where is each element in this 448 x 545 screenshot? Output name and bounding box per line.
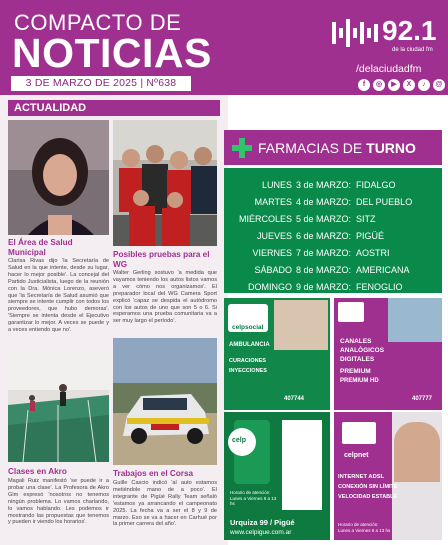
pharmacy-row <box>224 279 442 296</box>
pharmacy-row <box>224 194 442 211</box>
pharmacy-row <box>224 245 442 262</box>
news-photo-akro <box>8 350 109 462</box>
radio-tagline: de la ciudad fm <box>392 47 433 53</box>
portrait-photo <box>8 120 109 235</box>
youtube-icon[interactable]: ▶ <box>388 79 400 91</box>
pharmacy-date: 3 de MARZO: <box>296 180 352 190</box>
pharmacy-title-bold: TURNO <box>366 140 416 156</box>
threads-icon[interactable]: @ <box>433 79 445 91</box>
news-photo-wg <box>113 120 217 246</box>
rally-car-photo <box>113 338 217 465</box>
pharmacy-row <box>224 228 442 245</box>
pharmacy-row <box>224 211 442 228</box>
masthead <box>0 0 448 95</box>
news-photo-corsa <box>113 338 217 465</box>
pharmacy-row <box>224 177 442 194</box>
pharmacy-day: VIERNES <box>252 248 292 258</box>
news-photo-salud <box>8 120 109 235</box>
pharmacy-name: AOSTRI <box>356 248 390 258</box>
canales-line5: PREMIUM HD <box>340 378 379 384</box>
news-body: Clarisa Rivas dijo 'la Secretaría de Salud en la que intente, desde su lugar, hacer lo mejor posible'. La concejal del Partido Justicialista, luego de la reunión con la Dra. Mónica Lorenzo, aseveró que 'la Secretaría de Salud asumió que siempre se intente cumplir con todos los proveedores, que hubo demoras'. 'Siempre se intenta desde el Ejecutivo garantizar lo mejor. A veces se puede y a veces entiendo que no'. <box>8 258 109 334</box>
news-title[interactable]: Clases en Akro <box>8 467 67 476</box>
pharmacy-day: JUEVES <box>256 231 292 241</box>
pharmacy-name: FIDALGO <box>356 180 396 190</box>
pharmacy-schedule <box>224 168 442 293</box>
facebook-icon[interactable]: f <box>358 79 370 91</box>
ad-canales[interactable] <box>334 298 442 410</box>
pharmacy-day: SÁBADO <box>254 265 292 275</box>
pharmacy-title-light: FARMACIAS DE <box>258 140 363 156</box>
news-title[interactable]: Posibles pruebas para el WG <box>113 250 210 269</box>
ad-celpnet[interactable] <box>334 412 442 540</box>
pharmacy-date: 7 de MARZO: <box>296 248 352 258</box>
celpnet-logo <box>342 422 376 444</box>
ad-celpsocial[interactable] <box>224 298 330 410</box>
pharmacy-date: 4 de MARZO: <box>296 197 352 207</box>
medical-cross-icon <box>232 138 252 158</box>
social-icons <box>358 79 445 91</box>
canales-line1: CANALES <box>340 338 372 345</box>
celp-brand: celp <box>232 437 247 444</box>
radio-waves-icon <box>330 18 380 48</box>
pharmacy-name: FENOGLIO <box>356 282 403 292</box>
pharmacy-name: AMERICANA <box>356 265 410 275</box>
nurse-photo <box>274 300 328 350</box>
ad-celp[interactable] <box>224 412 330 540</box>
celp-web[interactable]: www.celpigue.com.ar <box>230 529 292 536</box>
celpsocial-phone: 407744 <box>284 396 305 402</box>
masthead-supertitle: COMPACTO DE <box>14 10 182 35</box>
celpnet-hours: Horario de atención: Lunes a Viernes 8 a 13 hs <box>338 522 391 533</box>
pharmacy-day: MARTES <box>254 197 292 207</box>
x-icon[interactable]: X <box>403 79 415 91</box>
celpnet-line3: VELOCIDAD ESTABLE <box>338 494 398 500</box>
news-title[interactable]: Trabajos en el Corsa <box>113 469 194 478</box>
masthead-title: NOTICIAS <box>12 30 212 76</box>
canales-line2: ANALÓGICOS <box>340 347 385 354</box>
section-label: ACTUALIDAD <box>8 100 220 116</box>
pharmacy-date: 5 de MARZO: <box>296 214 352 224</box>
celpnet-line1: INTERNET ADSL <box>338 474 385 480</box>
news-body: Magali Ruiz manifestó 'se puede ir a probar una clase'. La Profesora de Akro Gim expresó 'nosotros no tenemos ningún problema. Lo vamos charlando, lo vamos hablando. Les podemos ir mostrando las propuestas que tenemos y pueden ir viendo los horarios'. <box>8 478 109 526</box>
cable-logo <box>338 302 364 322</box>
pharmacy-header <box>224 130 442 165</box>
pharmacy-date: 6 de MARZO: <box>296 231 352 241</box>
pharmacy-date: 9 de MARZO: <box>296 282 352 292</box>
social-handle[interactable]: /delaciudadfm <box>356 63 422 75</box>
radio-frequency: 92.1 <box>382 15 437 46</box>
celpsocial-brand: celpsocial <box>232 324 264 331</box>
group-photo <box>113 120 217 246</box>
news-body: Walter Gerling sostuvo 'a medida que vayamos teniendo los autos listos vamos a ver cómo nos organizamos'. El preparador local del WG Camera Sport explicó 'capaz se despida el autódromo con los autos de uno que son 5 o 6. Si esperamos una prueba comunitaria va a ser muy largo el período'. <box>113 270 217 325</box>
canales-phone: 407777 <box>412 396 433 402</box>
canales-line3: DIGITALES <box>340 356 375 363</box>
issue-date: 3 DE MARZO DE 2025 | Nº638 <box>11 76 191 91</box>
pharmacy-date: 8 de MARZO: <box>296 265 352 275</box>
celpnet-line2: CONEXIÓN SIN LÍMITE <box>338 484 398 490</box>
celpsocial-line1: AMBULANCIA <box>229 342 270 348</box>
pharmacy-day: LUNES <box>261 180 292 190</box>
pharmacy-day: MIÉRCOLES <box>238 214 292 224</box>
antenna-photo <box>388 298 442 342</box>
pharmacy-name: DEL PUEBLO <box>356 197 413 207</box>
gym-photo <box>8 350 109 462</box>
celp-hours: Horario de atención: Lunes a Viernes 8 a 13 hs <box>230 490 277 506</box>
pharmacy-name: SITZ <box>356 214 376 224</box>
news-title[interactable]: El Área de Salud Municipal <box>8 238 73 257</box>
celpsocial-line3: INYECCIONES <box>229 368 267 374</box>
tiktok-icon[interactable]: ♪ <box>418 79 430 91</box>
canales-line4: PREMIUM <box>340 368 371 375</box>
pharmacy-name: PIGÜÉ <box>356 231 385 241</box>
radio-logo <box>330 10 442 56</box>
instagram-icon[interactable]: ◎ <box>373 79 385 91</box>
celpnet-brand: celpnet <box>344 452 369 459</box>
woman-phone-photo <box>394 422 440 482</box>
celpsocial-line2: CURACIONES <box>229 358 266 364</box>
celp-address: Urquiza 99 / Pigüé <box>230 518 295 527</box>
pharmacy-day: DOMINGO <box>248 282 292 292</box>
celp-panel <box>282 420 322 510</box>
news-body: Guille Cascio indicó 'al auto estamos metiéndole mano de a poco'. El integrante de Pigüé Rally Team señaló 'estamos ya arrancando el campeonato 2025. La fecha va a ser el 8 y 9 de marzo. Eso se va a hacer en Carhué por la primer carrera del año'. <box>113 480 217 528</box>
pharmacy-title <box>258 140 416 156</box>
pharmacy-row <box>224 262 442 279</box>
